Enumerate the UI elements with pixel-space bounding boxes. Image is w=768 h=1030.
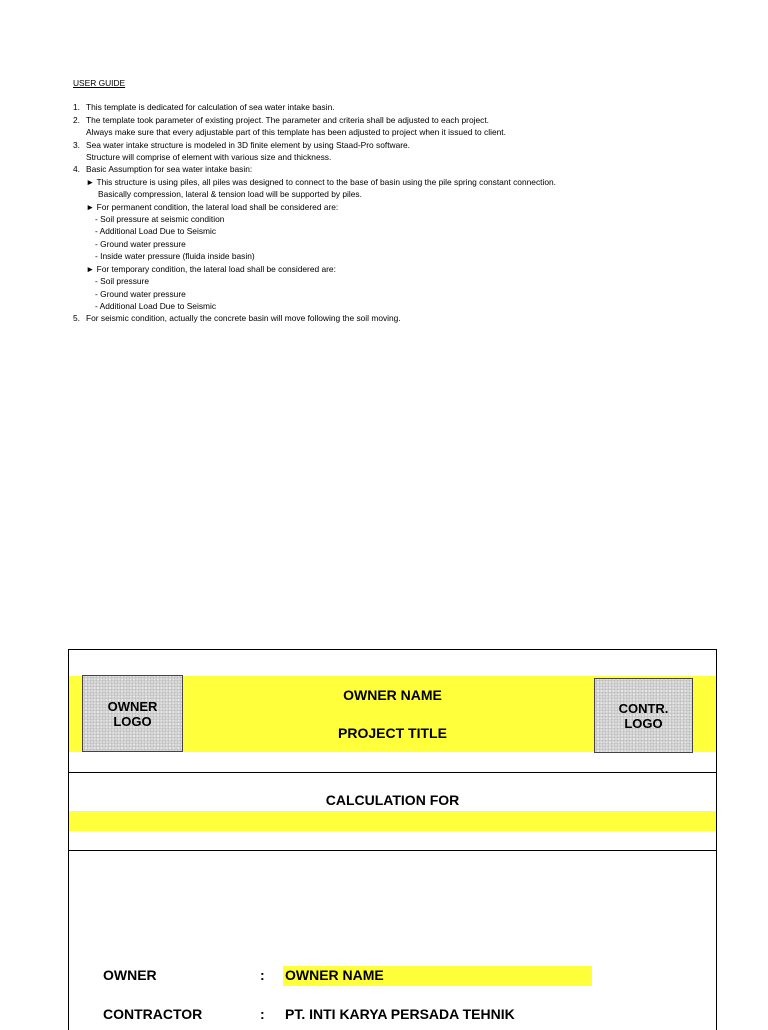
- contractor-colon: :: [260, 1006, 265, 1022]
- owner-logo-placeholder: OWNER LOGO: [82, 675, 183, 752]
- calculation-for-heading: CALCULATION FOR: [325, 792, 460, 808]
- guide-item: 2. The template took parameter of existing project. The parameter and criteria shall be adjusted to each project.: [73, 114, 489, 125]
- guide-item: Basically compression, lateral & tension load will be supported by piles.: [98, 189, 362, 200]
- owner-label: OWNER: [103, 967, 157, 983]
- divider: [69, 850, 716, 851]
- contractor-logo-placeholder: CONTR. LOGO: [594, 678, 693, 753]
- guide-item: - Additional Load Due to Seismic: [95, 300, 217, 311]
- guide-item: - Soil pressure at seismic condition: [95, 214, 225, 225]
- guide-item: 4. Basic Assumption for sea water intake basin:: [73, 164, 253, 175]
- owner-colon: :: [260, 967, 265, 983]
- guide-item: - Soil pressure: [95, 276, 149, 287]
- guide-item: 3. Sea water intake structure is modeled in 3D finite element by using Staad-Pro software.: [73, 139, 410, 150]
- contractor-label: CONTRACTOR: [103, 1006, 203, 1022]
- guide-item: ► For permanent condition, the lateral load shall be considered are:: [86, 201, 339, 212]
- owner-name-heading: OWNER NAME: [343, 687, 442, 703]
- user-guide: [73, 77, 733, 325]
- guide-item: - Ground water pressure: [95, 238, 186, 249]
- guide-item: - Additional Load Due to Seismic: [95, 226, 217, 237]
- cover-sheet: [68, 649, 717, 1030]
- guide-item: Always make sure that every adjustable part of this template has been adjusted to project when it issued to client.: [86, 127, 506, 138]
- project-title-heading: PROJECT TITLE: [338, 725, 447, 741]
- guide-item: 1. This template is dedicated for calculation of sea water intake basin.: [73, 102, 335, 113]
- guide-item: - Ground water pressure: [95, 288, 186, 299]
- calculation-title-band: [69, 811, 716, 831]
- guide-item: ► This structure is using piles, all piles was designed to connect to the base of basin using the pile spring constant connection.: [86, 176, 556, 187]
- user-guide-title: USER GUIDE: [73, 78, 126, 88]
- divider: [69, 772, 716, 773]
- guide-item: 5. For seismic condition, actually the concrete basin will move following the soil moving.: [73, 313, 401, 324]
- contractor-value: PT. INTI KARYA PERSADA TEHNIK: [285, 1006, 515, 1022]
- owner-value: OWNER NAME: [285, 967, 384, 983]
- guide-item: Structure will comprise of element with various size and thickness.: [86, 152, 332, 163]
- guide-item: - Inside water pressure (fluida inside basin): [95, 251, 255, 262]
- guide-item: ► For temporary condition, the lateral load shall be considered are:: [86, 263, 336, 274]
